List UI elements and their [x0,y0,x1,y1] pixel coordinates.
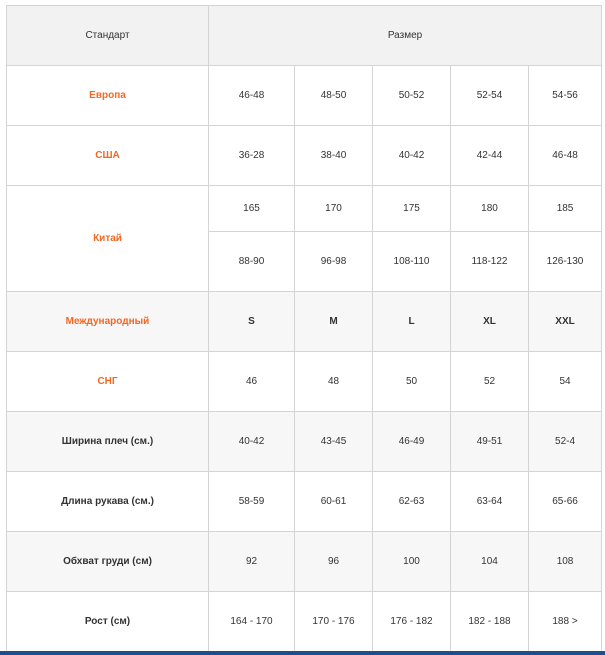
table-cell: 48 [295,352,373,412]
table-cell: 88-90 [209,232,295,292]
table-cell: 96-98 [295,232,373,292]
table-row [7,472,602,532]
header-standard: Стандарт [7,6,209,66]
table-cell: 52-54 [451,66,529,126]
table-row [7,292,602,352]
table-cell: 48-50 [295,66,373,126]
header-row [7,6,602,66]
table-cell: 63-64 [451,472,529,532]
table-row [7,352,602,412]
table-cell: 170 - 176 [295,592,373,652]
row-label-international: Международный [7,292,209,352]
table-cell: 126-130 [529,232,602,292]
table-cell: 50-52 [373,66,451,126]
table-cell: M [295,292,373,352]
table-cell: 52 [451,352,529,412]
table-cell: XXL [529,292,602,352]
table-cell: 104 [451,532,529,592]
table-cell: 185 [529,186,602,232]
table-cell: XL [451,292,529,352]
table-row [7,532,602,592]
table-cell: S [209,292,295,352]
table-row [7,66,602,126]
table-row [7,592,602,652]
table-cell: 92 [209,532,295,592]
table-cell: 176 - 182 [373,592,451,652]
header-size: Размер [209,6,602,66]
table-cell: 108-110 [373,232,451,292]
table-cell: 54-56 [529,66,602,126]
table-cell: 50 [373,352,451,412]
table-cell: 46-48 [529,126,602,186]
table-cell: 182 - 188 [451,592,529,652]
row-label-chest: Обхват груди (см) [7,532,209,592]
table-cell: L [373,292,451,352]
table-cell: 180 [451,186,529,232]
row-label-shoulder-width: Ширина плеч (см.) [7,412,209,472]
table-cell: 96 [295,532,373,592]
row-label-cis: СНГ [7,352,209,412]
table-cell: 65-66 [529,472,602,532]
table-cell: 188 > [529,592,602,652]
table-cell: 46 [209,352,295,412]
table-cell: 170 [295,186,373,232]
table-row [7,126,602,186]
size-chart-table [6,5,602,652]
table-cell: 164 - 170 [209,592,295,652]
table-cell: 100 [373,532,451,592]
table-cell: 43-45 [295,412,373,472]
row-label-sleeve-length: Длина рукава (см.) [7,472,209,532]
table-cell: 62-63 [373,472,451,532]
table-cell: 38-40 [295,126,373,186]
row-label-usa: США [7,126,209,186]
table-cell: 54 [529,352,602,412]
table-cell: 108 [529,532,602,592]
table-cell: 165 [209,186,295,232]
table-cell: 42-44 [451,126,529,186]
row-label-europe: Европа [7,66,209,126]
row-label-china: Китай [7,186,209,292]
row-label-height: Рост (см) [7,592,209,652]
table-cell: 36-28 [209,126,295,186]
table-cell: 40-42 [373,126,451,186]
table-row [7,412,602,472]
table-cell: 58-59 [209,472,295,532]
bottom-divider [0,651,605,655]
table-cell: 46-49 [373,412,451,472]
table-cell: 60-61 [295,472,373,532]
table-cell: 52-4 [529,412,602,472]
table-cell: 49-51 [451,412,529,472]
table-cell: 175 [373,186,451,232]
table-row [7,186,602,232]
table-cell: 46-48 [209,66,295,126]
table-cell: 118-122 [451,232,529,292]
table-cell: 40-42 [209,412,295,472]
